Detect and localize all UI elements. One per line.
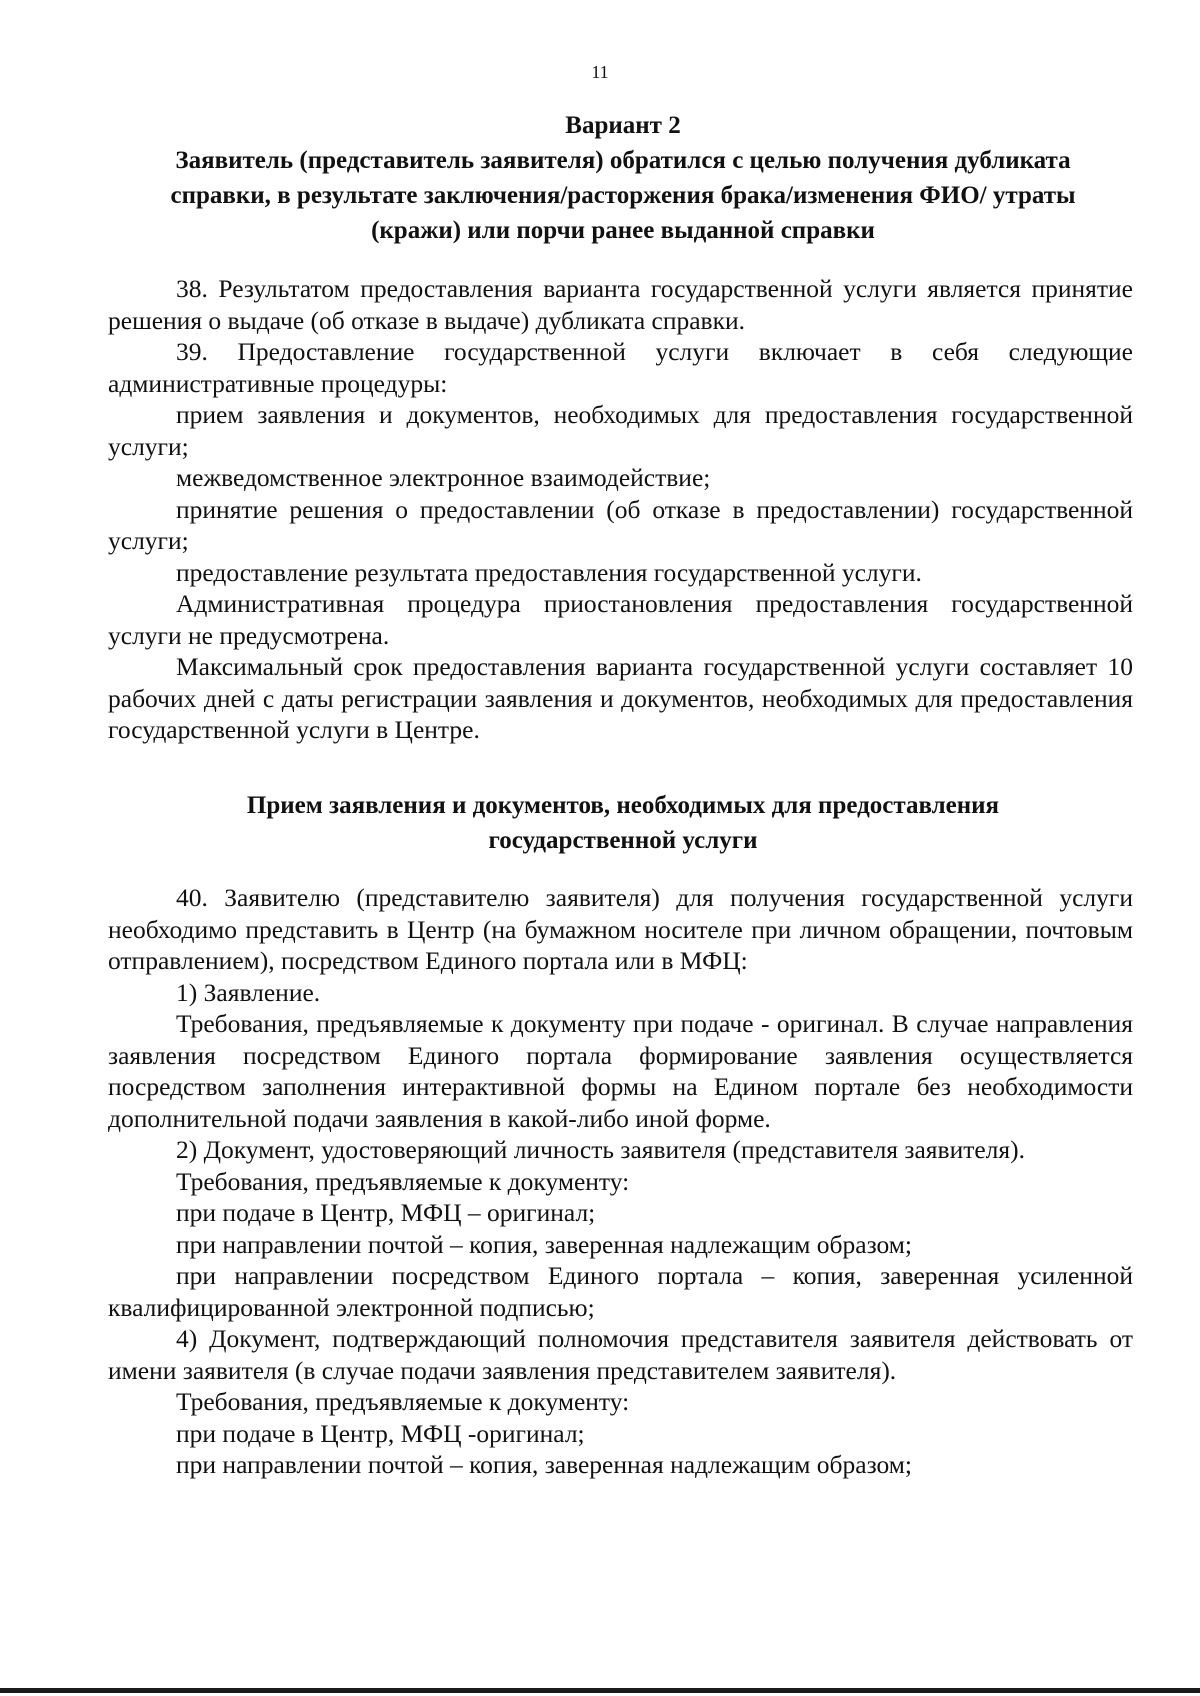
paragraph-39: 39. Предоставление государственной услуги включает в себя следующие административные процедуры:: [108, 337, 1133, 398]
item-4-authority-document: 4) Документ, подтверждающий полномочия представителя заявителя действовать от имени заявителя (в случае подачи заявления представителем заявителя).: [108, 1324, 1133, 1385]
item-2-identity-document: 2) Документ, удостоверяющий личность заявителя (представителя заявителя).: [176, 1135, 1025, 1164]
variant-title-line-1: Заявитель (представитель заявителя) обратился с целью получения дубликата: [175, 147, 1071, 174]
item-4-requirements-label: Требования, предъявляемые к документу:: [176, 1387, 630, 1416]
procedure-item-4: предоставление результата предоставления государственной услуги.: [176, 557, 922, 587]
procedure-item-3: принятие решения о предоставлении (об отказе в предоставлении) государственной услуги;: [108, 494, 1133, 555]
item-4-requirement-by-mail: при направлении почтой – копия, заверенная надлежащим образом;: [176, 1450, 913, 1479]
suspension-note: Административная процедура приостановления предоставления государственной услуги не предусмотрена.: [108, 589, 1133, 650]
procedure-item-2: межведомственное электронное взаимодействие;: [176, 463, 711, 492]
variant-label: Вариант 2: [565, 112, 681, 139]
procedure-item-1: прием заявления и документов, необходимых для предоставления государственной услуги;: [108, 400, 1133, 461]
section-2-body: [108, 882, 1133, 1481]
item-2-requirement-in-person: при подаче в Центр, МФЦ – оригинал;: [176, 1198, 596, 1227]
item-1-requirements: Требования, предъявляемые к документу при подаче - оригинал. В случае направления заявления посредством Единого портала формирование заявления осуществляется посредством заполнения интерактивной формы на Едином портале без необходимости дополнительной подачи заявления в какой-либо иной форме.: [108, 1009, 1133, 1133]
scan-edge-rule: [0, 1688, 1200, 1693]
variant-heading: [108, 108, 1138, 248]
item-4-requirement-in-person: при подаче в Центр, МФЦ -оригинал;: [176, 1418, 585, 1448]
item-2-requirement-portal: при направлении посредством Единого портала – копия, заверенная усиленной квалифицированной электронной подписью;: [108, 1261, 1133, 1322]
section-2-heading: [108, 788, 1138, 858]
variant-title-line-2: справки, в результате заключения/расторжения брака/изменения ФИО/ утраты: [170, 182, 1076, 209]
section-2-title-line-1: Прием заявления и документов, необходимых для предоставления: [246, 792, 1000, 819]
page-number: 11: [591, 62, 609, 82]
item-1-application: 1) Заявление.: [176, 977, 321, 1007]
item-2-requirements-label: Требования, предъявляемые к документу:: [176, 1166, 630, 1196]
section-1-body: [108, 273, 1133, 746]
item-2-requirement-by-mail: при направлении почтой – копия, заверенная надлежащим образом;: [176, 1229, 913, 1259]
variant-title-line-3: (кражи) или порчи ранее выданной справки: [371, 217, 875, 244]
paragraph-38: 38. Результатом предоставления варианта государственной услуги является принятие решения о выдаче (об отказе в выдаче) дубликата справки.: [108, 274, 1133, 335]
section-2-title-line-2: государственной услуги: [488, 827, 758, 854]
max-term-note: Максимальный срок предоставления варианта государственной услуги составляет 10 рабочих дней с даты регистрации заявления и документов, необходимых для предоставления государственной услуги в Центре.: [108, 652, 1133, 744]
paragraph-40: 40. Заявителю (представителю заявителя) для получения государственной услуги необходимо представить в Центр (на бумажном носителе при личном обращении, почтовым отправлением), посредством Единого портала или в МФЦ:: [108, 883, 1133, 975]
